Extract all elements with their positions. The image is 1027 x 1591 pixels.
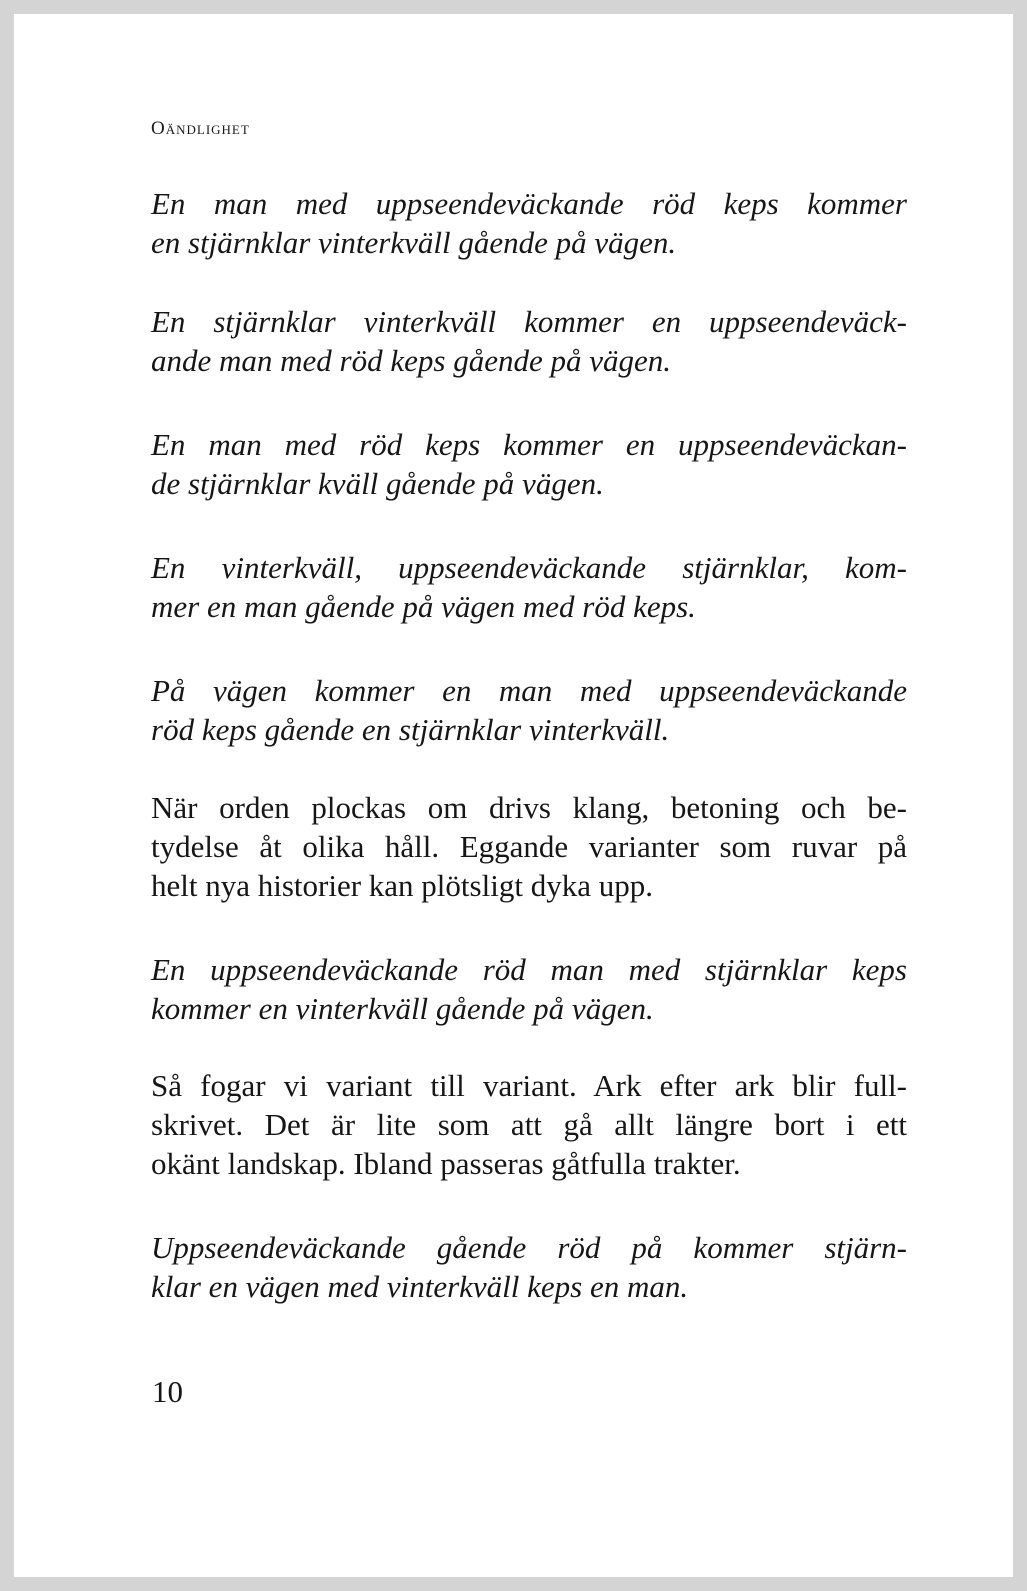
paragraph-3: [151, 425, 907, 503]
paragraph-line: mer en man gående på vägen med röd keps.: [151, 589, 696, 624]
paragraph-6: [151, 788, 907, 905]
paragraph-line: helt nya historier kan plötsligt dyka upp.: [151, 868, 653, 903]
book-page: [14, 14, 1013, 1577]
paragraph-line: de stjärnklar kväll gående på vägen.: [151, 466, 604, 501]
paragraph-line: En stjärnklar vinterkväll kommer en uppseendeväck-: [151, 304, 907, 339]
paragraph-line: okänt landskap. Ibland passeras gåtfulla trakter.: [151, 1146, 741, 1181]
paragraph-line: En man med röd keps kommer en uppseendeväckan-: [151, 427, 907, 462]
paragraph-7: [151, 950, 907, 1028]
paragraph-line: kommer en vinterkväll gående på vägen.: [151, 991, 654, 1026]
paragraph-5: [151, 671, 907, 749]
paragraph-4: [151, 548, 907, 626]
paragraph-9: [151, 1228, 907, 1306]
paragraph-line: en stjärnklar vinterkväll gående på vägen.: [151, 225, 677, 260]
running-head: Oändlighet: [151, 118, 250, 139]
paragraph-line: ande man med röd keps gående på vägen.: [151, 343, 671, 378]
paragraph-line: På vägen kommer en man med uppseendeväckande: [151, 673, 907, 708]
paragraph-8: [151, 1066, 907, 1183]
paragraph-1: [151, 184, 907, 262]
paragraph-line: En uppseendeväckande röd man med stjärnklar keps: [151, 952, 907, 987]
paragraph-line: En man med uppseendeväckande röd keps kommer: [151, 186, 907, 221]
paragraph-line: Så fogar vi variant till variant. Ark efter ark blir full-: [151, 1068, 907, 1103]
paragraph-2: [151, 302, 907, 380]
paragraph-line: När orden plockas om drivs klang, betoning och be-: [151, 790, 907, 825]
paragraph-line: skrivet. Det är lite som att gå allt längre bort i ett: [151, 1107, 907, 1142]
paragraph-line: röd keps gående en stjärnklar vinterkväll.: [151, 712, 670, 747]
paragraph-line: En vinterkväll, uppseendeväckande stjärnklar, kom-: [151, 550, 907, 585]
paragraph-line: Uppseendeväckande gående röd på kommer stjärn-: [151, 1230, 907, 1265]
paragraph-line: tydelse åt olika håll. Eggande varianter som ruvar på: [151, 829, 907, 864]
paragraph-line: klar en vägen med vinterkväll keps en man.: [151, 1269, 689, 1304]
page-number: 10: [152, 1374, 183, 1409]
